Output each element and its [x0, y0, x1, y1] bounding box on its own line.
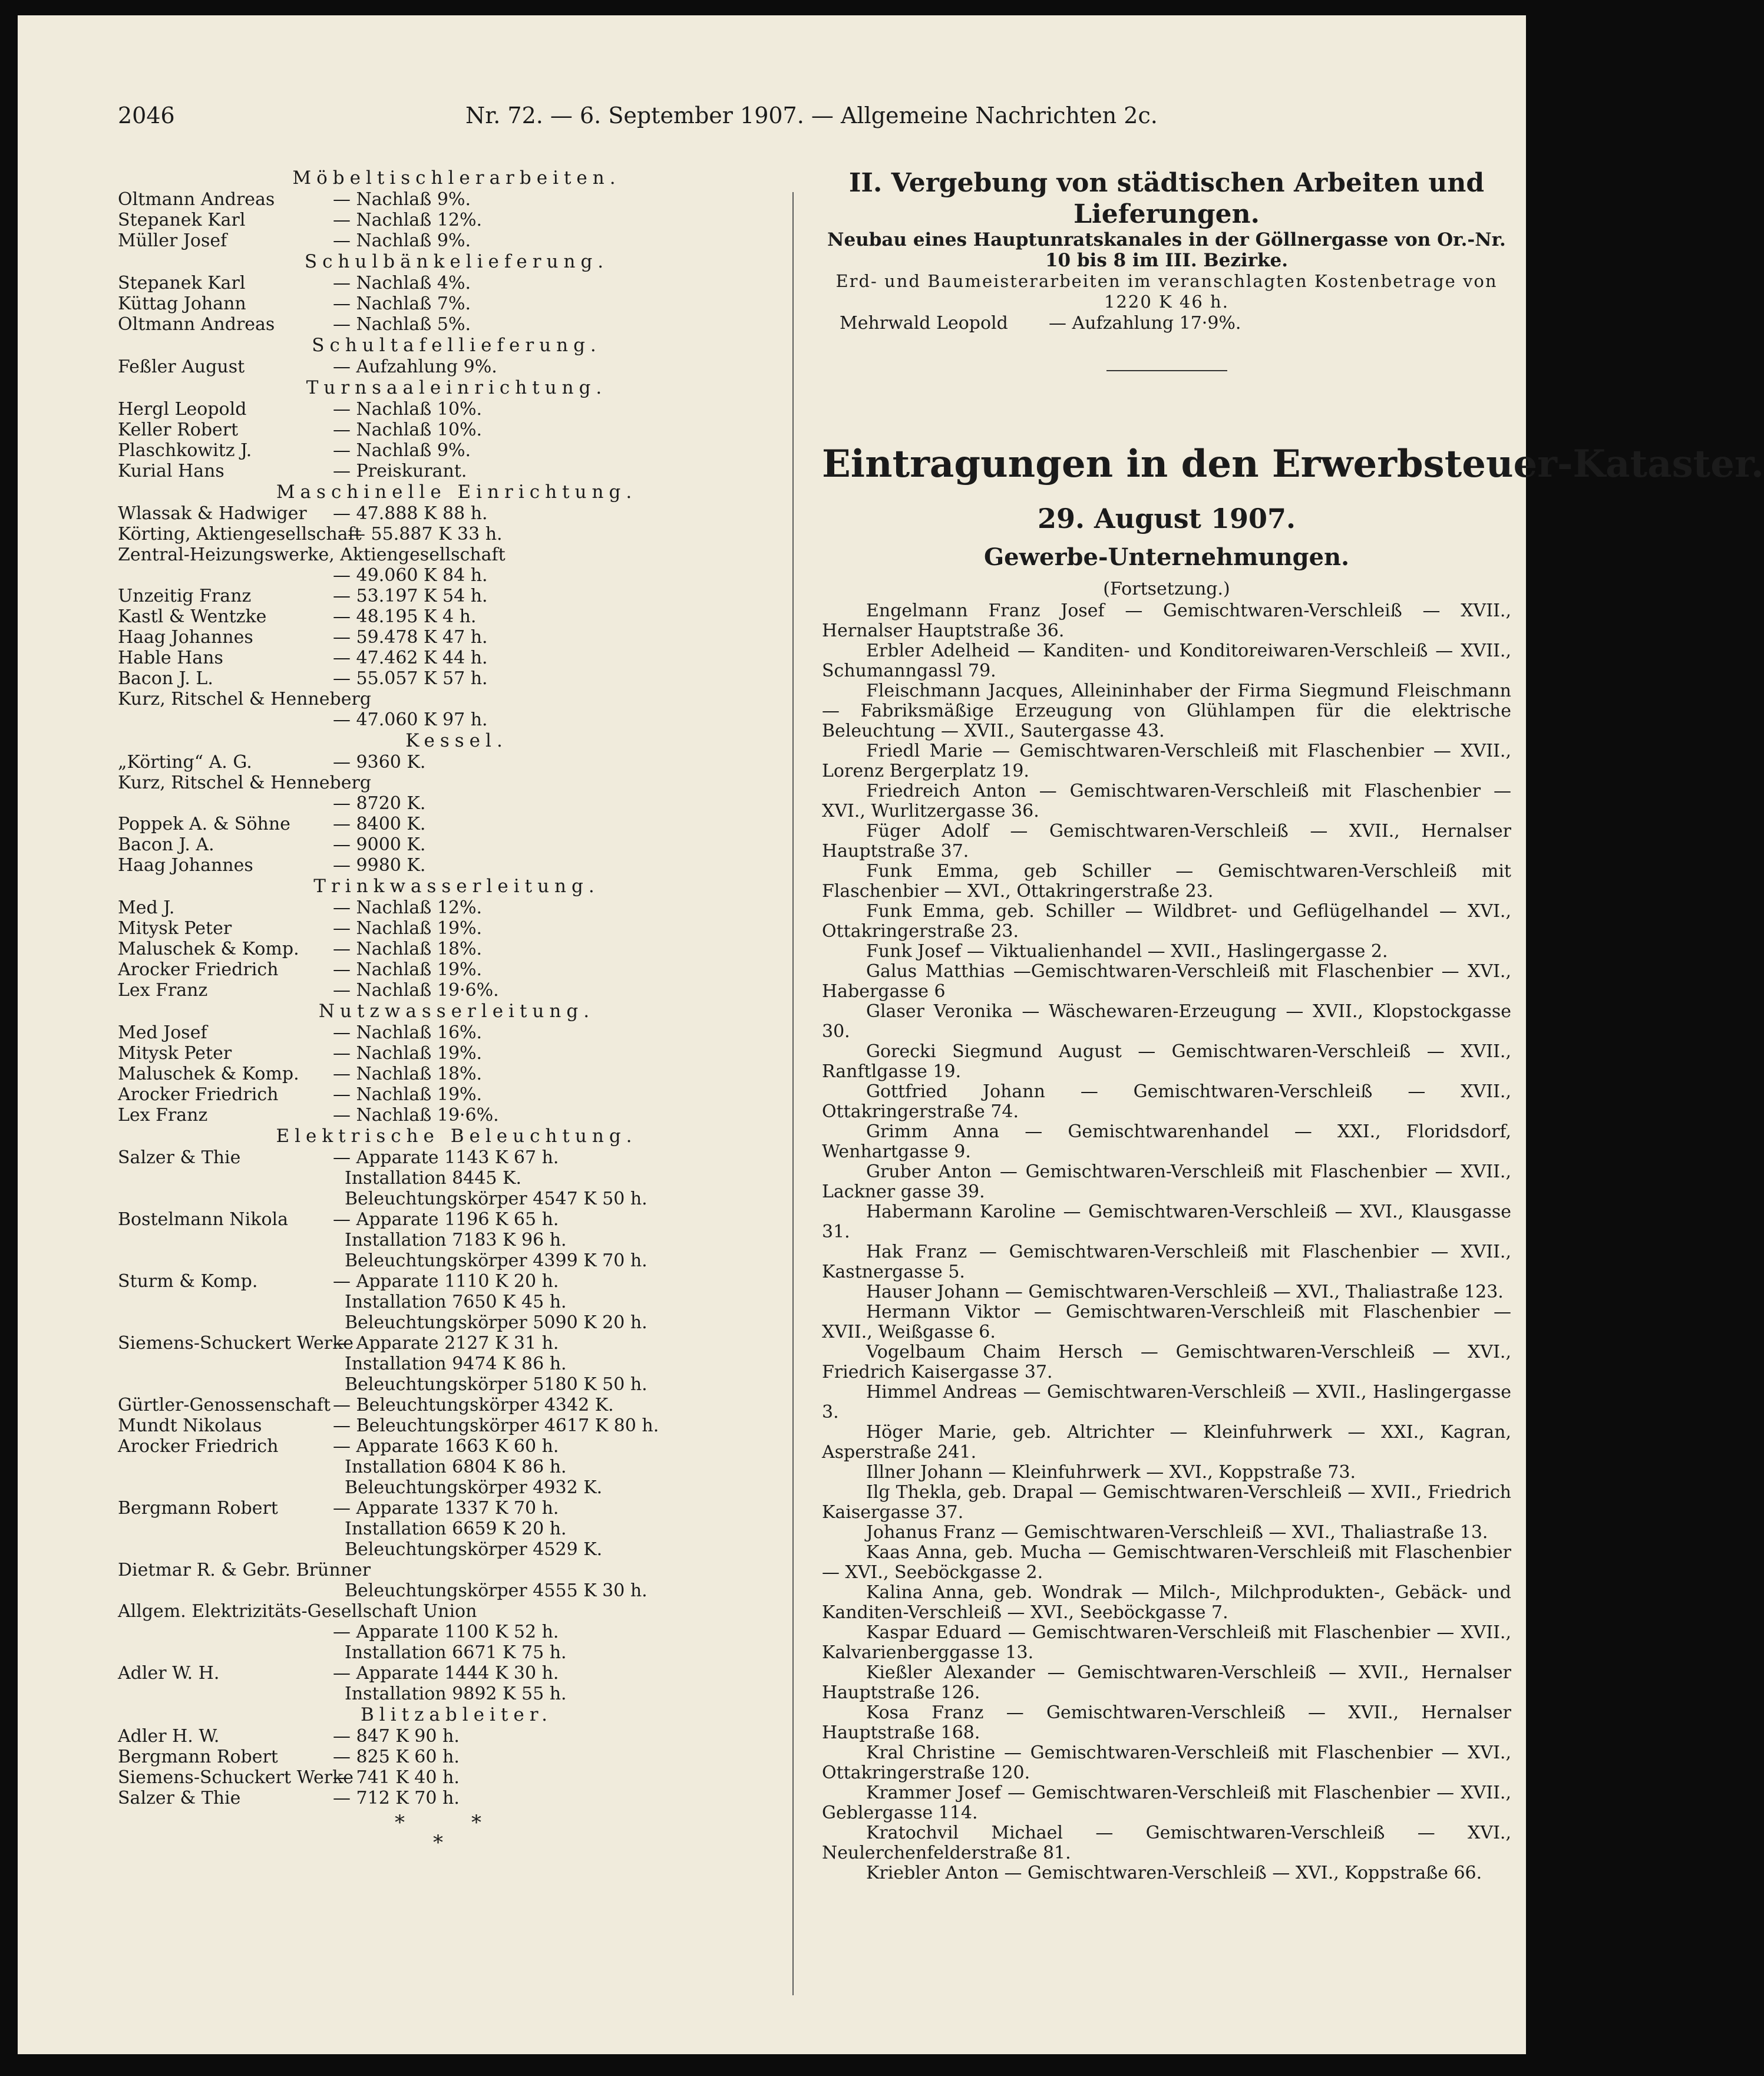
section-heading: Maschinelle Einrichtung.: [276, 481, 637, 503]
bid-value: — 9980 K.: [333, 855, 426, 876]
bidder-name: Maluschek & Komp.: [118, 939, 299, 959]
bid-row-continuation: [118, 1189, 760, 1209]
bid-value: — 9360 K.: [333, 752, 426, 773]
bid-value: Installation 9892 K 55 h.: [345, 1684, 567, 1704]
entry-list: [822, 601, 1511, 1883]
bidder-name: Med J.: [118, 897, 175, 918]
bid-row: [118, 773, 760, 793]
register-entry: Funk Josef — Viktualienhandel — XVII., Haslingergasse 2.: [866, 941, 1388, 962]
bid-row-continuation: [118, 1519, 760, 1539]
bidder-name: Haag Johannes: [118, 627, 253, 648]
bid-value: — Apparate 1110 K 20 h.: [333, 1271, 559, 1292]
register-entry: Ilg Thekla, geb. Drapal — Gemischtwaren-Verschleiß — XVII., Friedrich Kaisergasse 37.: [822, 1482, 1511, 1523]
bidder-name: Bacon J. A.: [118, 834, 214, 855]
bidder-name: Med Josef: [118, 1022, 207, 1043]
bidder-name: Mitysk Peter: [118, 1043, 232, 1064]
bid-row: [118, 855, 760, 876]
bid-value: Beleuchtungskörper 5180 K 50 h.: [345, 1374, 648, 1395]
bid-row: [118, 1560, 760, 1580]
bid-value: — 53.197 K 54 h.: [333, 586, 488, 606]
register-entry: Kriebler Anton — Gemischtwaren-Verschleiß — XVI., Koppstraße 66.: [866, 1863, 1482, 1883]
register-entry: Krammer Josef — Gemischtwaren-Verschleiß mit Flaschenbier — XVII., Geblergasse 114.: [822, 1783, 1511, 1823]
kataster-section: Gewerbe-Unternehmungen.: [983, 543, 1350, 571]
register-entry: Galus Matthias —Gemischtwaren-Verschleiß mit Flaschenbier — XVI., Habergasse 6: [822, 961, 1511, 1002]
bid-row: [118, 1436, 760, 1457]
bid-row: [118, 1498, 760, 1519]
bidder-name: Arocker Friedrich: [118, 1084, 279, 1105]
bid-value: — 8400 K.: [333, 814, 426, 834]
bid-value: — 55.057 K 57 h.: [333, 668, 488, 689]
bidder-name: Siemens-Schuckert Werke: [118, 1767, 354, 1788]
bid-value: Installation 8445 K.: [345, 1168, 521, 1189]
bidder-name: Körting, Aktiengesellschaft: [118, 524, 362, 544]
register-entry: Himmel Andreas — Gemischtwaren-Verschleiß — XVII., Haslingergasse 3.: [822, 1382, 1511, 1422]
bidder-name: Hergl Leopold: [118, 399, 247, 420]
continued-label: (Fortsetzung.): [1103, 579, 1230, 599]
bid-value: — 48.195 K 4 h.: [333, 606, 477, 627]
bid-value: — 712 K 70 h.: [333, 1788, 460, 1808]
bid-row: [118, 606, 760, 627]
bid-value: — Apparate 2127 K 31 h.: [333, 1333, 559, 1354]
bid-row-continuation: [118, 1642, 760, 1663]
section-heading: Trinkwasserleitung.: [313, 876, 600, 897]
bid-value: — Nachlaß 9%.: [333, 230, 471, 251]
register-entry: Friedreich Anton — Gemischtwaren-Verschleiß mit Flaschenbier — XVI., Wurlitzergasse 36.: [822, 781, 1511, 821]
bid-value: Beleuchtungskörper 4547 K 50 h.: [345, 1189, 648, 1209]
bid-value: — Apparate 1663 K 60 h.: [333, 1436, 559, 1457]
asterism-top: *: [395, 1811, 405, 1834]
section-heading: Turnsaaleinrichtung.: [306, 377, 607, 398]
page-number: 2046: [118, 103, 175, 128]
bidder-name: Stepanek Karl: [118, 273, 246, 293]
asterism-top-right: *: [471, 1811, 481, 1834]
bid-value: Installation 6671 K 75 h.: [345, 1642, 567, 1663]
bid-value: — 741 K 40 h.: [333, 1767, 460, 1788]
bid-value: — Nachlaß 19%.: [333, 1043, 483, 1064]
register-entry: Kalina Anna, geb. Wondrak — Milch-, Milchprodukten-, Gebäck- und Kanditen-Verschleiß — XVI., Seeböckgasse 7.: [822, 1582, 1511, 1623]
section-heading: Elektrische Beleuchtung.: [276, 1126, 637, 1147]
register-entry: Gottfried Johann — Gemischtwaren-Verschleiß — XVII., Ottakringerstraße 74.: [822, 1081, 1511, 1122]
bid-value: — Nachlaß 19%.: [333, 959, 483, 980]
bid-row: [118, 524, 760, 544]
bid-row: [118, 1601, 760, 1622]
register-entry: Kosa Franz — Gemischtwaren-Verschleiß — XVII., Hernalser Hauptstraße 168.: [822, 1702, 1511, 1743]
bid-value: — 47.462 K 44 h.: [333, 648, 488, 668]
bid-value: Installation 6659 K 20 h.: [345, 1519, 567, 1539]
bid-value: — Nachlaß 7%.: [333, 293, 471, 314]
bid-row: [118, 980, 760, 1001]
register-entry: Füger Adolf — Gemischtwaren-Verschleiß — XVII., Hernalser Hauptstraße 37.: [822, 821, 1511, 862]
register-entry: Hermann Viktor — Gemischtwaren-Verschleiß mit Flaschenbier — XVII., Weißgasse 6.: [822, 1302, 1511, 1342]
procurement-note: Erd- und Baumeisterarbeiten im veranschlagten Kostenbetrage von 1220 K 46 h.: [835, 271, 1498, 312]
procurement-heading: II. Vergebung von städtischen Arbeiten und Lieferungen.: [848, 168, 1485, 229]
bid-row: [118, 293, 760, 314]
bid-row: [118, 1333, 760, 1354]
bid-row: [118, 834, 760, 855]
bidder-name: Stepanek Karl: [118, 210, 246, 230]
bid-row: [118, 668, 760, 689]
bidder-name: Keller Robert: [118, 420, 239, 440]
bid-row: [118, 918, 760, 939]
bid-row-continuation: [118, 1539, 760, 1560]
register-entry: Grimm Anna — Gemischtwarenhandel — XXI., Floridsdorf, Wenhartgasse 9.: [822, 1121, 1511, 1162]
register-entry: Höger Marie, geb. Altrichter — Kleinfuhrwerk — XXI., Kagran, Asperstraße 241.: [822, 1422, 1511, 1463]
bidder-name: Müller Josef: [118, 230, 227, 251]
register-entry: Kratochvil Michael — Gemischtwaren-Verschleiß — XVI., Neulerchenfelderstraße 81.: [822, 1823, 1511, 1863]
bid-value: — Apparate 1100 K 52 h.: [333, 1622, 559, 1642]
bid-row: [118, 210, 760, 230]
register-entry: Vogelbaum Chaim Hersch — Gemischtwaren-Verschleiß — XVI., Friedrich Kaisergasse 37.: [822, 1342, 1511, 1382]
bid-row-continuation: [118, 565, 760, 586]
procurement-subheading: Neubau eines Hauptunratskanales in der Göllnergasse von Or.-Nr. 10 bis 8 im III. Bezirke.: [827, 229, 1506, 271]
bid-row: [118, 189, 760, 210]
register-entry: Kießler Alexander — Gemischtwaren-Verschleiß — XVII., Hernalser Hauptstraße 126.: [822, 1662, 1511, 1703]
bid-row-continuation: [118, 709, 760, 730]
bid-value: — Nachlaß 5%.: [333, 314, 471, 335]
bid-row: [118, 357, 760, 377]
bid-row: [118, 627, 760, 648]
asterism: [118, 1808, 760, 1856]
bid-row: [118, 1663, 760, 1684]
bid-value: — 47.060 K 97 h.: [333, 709, 488, 730]
bid-row: [118, 1147, 760, 1168]
register-entry: Gruber Anton — Gemischtwaren-Verschleiß mit Flaschenbier — XVII., Lackner gasse 39.: [822, 1161, 1511, 1202]
bid-row-continuation: [118, 1168, 760, 1189]
bid-row: [118, 273, 760, 293]
bid-row-continuation: [118, 1457, 760, 1477]
register-entry: Funk Emma, geb. Schiller — Wildbret- und Geflügelhandel — XVI., Ottakringerstraße 23.: [822, 901, 1511, 942]
section-heading: Schultafellieferung.: [312, 335, 602, 356]
bid-value: — Nachlaß 10%.: [333, 420, 483, 440]
bid-value: Beleuchtungskörper 4399 K 70 h.: [345, 1250, 648, 1271]
section-heading: Nutzwasserleitung.: [318, 1001, 595, 1022]
bid-value: — Nachlaß 12%.: [333, 210, 483, 230]
bidder-name: Oltmann Andreas: [118, 314, 275, 335]
bid-value: — Nachlaß 18%.: [333, 939, 483, 959]
bidder-name: Salzer & Thie: [118, 1788, 241, 1808]
register-entry: Engelmann Franz Josef — Gemischtwaren-Verschleiß — XVII., Hernalser Hauptstraße 36.: [822, 600, 1511, 641]
bidder-name: Oltmann Andreas: [118, 189, 275, 210]
bid-value: — 55.887 K 33 h.: [348, 524, 503, 544]
bid-row: [118, 1043, 760, 1064]
section-heading: Blitzableiter.: [361, 1704, 553, 1725]
section-heading: Kessel.: [405, 730, 508, 751]
bidder-name: Arocker Friedrich: [118, 959, 279, 980]
bidder-name: Haag Johannes: [118, 855, 253, 876]
bid-row: [118, 814, 760, 834]
bidder-name: Mundt Nikolaus: [118, 1415, 262, 1436]
bid-value: Beleuchtungskörper 5090 K 20 h.: [345, 1312, 648, 1333]
bid-row: [118, 1415, 760, 1436]
column-divider: [792, 192, 794, 1995]
newspaper-page: [18, 15, 1764, 2054]
bidder-name: Sturm & Komp.: [118, 1271, 258, 1292]
bid-value: — Nachlaß 19·6%.: [333, 980, 499, 1001]
bid-row: [118, 230, 760, 251]
bid-row-continuation: [118, 1477, 760, 1498]
bidder-name: Adler H. W.: [118, 1726, 220, 1747]
bidder-name: „Körting“ A. G.: [118, 752, 252, 773]
kataster-title: Eintragungen in den Erwerbsteuer-Kataster.: [822, 442, 1764, 486]
bid-value: — Aufzahlung 9%.: [333, 357, 497, 377]
bid-value: — Apparate 1143 K 67 h.: [333, 1147, 559, 1168]
register-entry: Habermann Karoline — Gemischtwaren-Verschleiß — XVI., Klausgasse 31.: [822, 1202, 1511, 1242]
bid-row-continuation: [118, 1622, 760, 1642]
bid-row: [118, 586, 760, 606]
bid-value: — 9000 K.: [333, 834, 426, 855]
bidder-name: Maluschek & Komp.: [118, 1064, 299, 1084]
bid-row-continuation: [118, 1684, 760, 1704]
bidder-name: Unzeitig Franz: [118, 586, 252, 606]
bidder-name: Adler W. H.: [118, 1663, 220, 1684]
bid-row: [118, 1084, 760, 1105]
bid-value: — 8720 K.: [333, 793, 426, 814]
bid-row: [118, 689, 760, 709]
bid-value: — 825 K 60 h.: [333, 1747, 460, 1767]
register-entry: Glaser Veronika — Wäschewaren-Erzeugung — XVII., Klopstockgasse 30.: [822, 1001, 1511, 1042]
kataster-date: 29. August 1907.: [1038, 503, 1296, 534]
bid-value: — 49.060 K 84 h.: [333, 565, 488, 586]
bid-value: — Beleuchtungskörper 4342 K.: [333, 1395, 614, 1415]
bid-row: [118, 897, 760, 918]
asterism-bottom: *: [433, 1831, 443, 1854]
bid-row: [118, 503, 760, 524]
bidder-name: Küttag Johann: [118, 293, 246, 314]
bid-value: — Preiskurant.: [333, 461, 467, 481]
right-column: [822, 167, 1764, 1883]
separator-rule: [1106, 370, 1227, 371]
register-entry: Illner Johann — Kleinfuhrwerk — XVI., Koppstraße 73.: [866, 1462, 1356, 1483]
bid-value: — Nachlaß 9%.: [333, 440, 471, 461]
register-entry: Hak Franz — Gemischtwaren-Verschleiß mit Flaschenbier — XVII., Kastnergasse 5.: [822, 1242, 1511, 1282]
bid-value: Installation 7650 K 45 h.: [345, 1292, 567, 1312]
bidder-name: Zentral-Heizungswerke, Aktiengesellschaft: [118, 544, 506, 565]
bidder-name: Feßler August: [118, 357, 245, 377]
award-name: Mehrwald Leopold: [840, 313, 1008, 334]
register-entry: Erbler Adelheid — Kanditen- und Konditoreiwaren-Verschleiß — XVII., Schumanngassl 79.: [822, 641, 1511, 681]
bid-value: Beleuchtungskörper 4932 K.: [345, 1477, 603, 1498]
bid-value: — Nachlaß 10%.: [333, 399, 483, 420]
bid-row: [118, 1726, 760, 1747]
bid-row-continuation: [118, 793, 760, 814]
bidder-name: Kurz, Ritschel & Henneberg: [118, 773, 371, 793]
register-entry: Hauser Johann — Gemischtwaren-Verschleiß — XVI., Thaliastraße 123.: [866, 1282, 1504, 1302]
bid-row: [118, 1209, 760, 1230]
page-header: [118, 103, 1523, 138]
award-row: [822, 312, 1511, 335]
register-entry: Funk Emma, geb Schiller — Gemischtwaren-Verschleiß mit Flaschenbier — XVI., Ottakringerstraße 23.: [822, 861, 1511, 902]
award-value: — Aufzahlung 17·9%.: [1049, 313, 1241, 334]
register-entry: Friedl Marie — Gemischtwaren-Verschleiß mit Flaschenbier — XVII., Lorenz Bergerplatz 19.: [822, 741, 1511, 781]
bidder-name: Plaschkowitz J.: [118, 440, 252, 461]
bid-value: — Nachlaß 4%.: [333, 273, 471, 293]
bid-value: — Apparate 1337 K 70 h.: [333, 1498, 559, 1519]
bid-row: [118, 314, 760, 335]
section-heading: Schulbänkelieferung.: [304, 251, 609, 272]
bid-row: [118, 1022, 760, 1043]
bid-row-continuation: [118, 1230, 760, 1250]
bid-row: [118, 1271, 760, 1292]
bid-value: — 47.888 K 88 h.: [333, 503, 488, 524]
bidder-name: Bacon J. L.: [118, 668, 213, 689]
bid-row-continuation: [118, 1292, 760, 1312]
bid-row-continuation: [118, 1374, 760, 1395]
bid-row: [118, 1767, 760, 1788]
bidder-name: Wlassak & Hadwiger: [118, 503, 307, 524]
bidder-name: Kastl & Wentzke: [118, 606, 267, 627]
bid-row-continuation: [118, 1580, 760, 1601]
bidder-name: Arocker Friedrich: [118, 1436, 279, 1457]
bid-row: [118, 1105, 760, 1126]
bid-value: — Nachlaß 19%.: [333, 1084, 483, 1105]
register-entry: Johanus Franz — Gemischtwaren-Verschleiß — XVI., Thaliastraße 13.: [866, 1522, 1488, 1543]
bid-row: [118, 399, 760, 420]
bid-row-continuation: [118, 1354, 760, 1374]
bidder-name: Lex Franz: [118, 980, 208, 1001]
bid-value: Installation 7183 K 96 h.: [345, 1230, 567, 1250]
register-entry: Kaspar Eduard — Gemischtwaren-Verschleiß mit Flaschenbier — XVII., Kalvarienberggasse 13.: [822, 1622, 1511, 1663]
register-entry: Fleischmann Jacques, Alleininhaber der Firma Siegmund Fleischmann — Fabriksmäßige Erzeugung von Glühlampen für die elektrische Beleuchtung — XVII., Sautergasse 43.: [822, 681, 1511, 741]
bid-value: — Nachlaß 9%.: [333, 189, 471, 210]
running-title: Nr. 72. — 6. September 1907. — Allgemeine Nachrichten 2c.: [465, 103, 1158, 128]
bidder-name: Kurz, Ritschel & Henneberg: [118, 689, 371, 709]
bidder-name: Bergmann Robert: [118, 1498, 278, 1519]
bidder-name: Lex Franz: [118, 1105, 208, 1126]
bid-value: Beleuchtungskörper 4529 K.: [345, 1539, 603, 1560]
bid-value: — Nachlaß 18%.: [333, 1064, 483, 1084]
register-entry: Kaas Anna, geb. Mucha — Gemischtwaren-Verschleiß mit Flaschenbier — XVI., Seeböckgasse 2.: [822, 1542, 1511, 1583]
bid-value: — 59.478 K 47 h.: [333, 627, 488, 648]
bid-value: — Nachlaß 16%.: [333, 1022, 483, 1043]
bid-value: Installation 9474 K 86 h.: [345, 1354, 567, 1374]
bid-value: Installation 6804 K 86 h.: [345, 1457, 567, 1477]
bid-row: [118, 440, 760, 461]
bid-row: [118, 648, 760, 668]
bidder-name: Bostelmann Nikola: [118, 1209, 288, 1230]
bid-value: — 847 K 90 h.: [333, 1726, 460, 1747]
bid-value: — Beleuchtungskörper 4617 K 80 h.: [333, 1415, 659, 1436]
register-entry: Gorecki Siegmund August — Gemischtwaren-Verschleiß — XVII., Ranftlgasse 19.: [822, 1041, 1511, 1082]
bid-row: [118, 959, 760, 980]
bid-row: [118, 752, 760, 773]
bid-value: — Nachlaß 12%.: [333, 897, 483, 918]
bid-value: — Nachlaß 19·6%.: [333, 1105, 499, 1126]
bidder-name: Salzer & Thie: [118, 1147, 241, 1168]
bid-row: [118, 939, 760, 959]
bid-row-continuation: [118, 1312, 760, 1333]
bid-row: [118, 544, 760, 565]
bidder-name: Siemens-Schuckert Werke: [118, 1333, 354, 1354]
bidder-name: Hable Hans: [118, 648, 223, 668]
bid-row: [118, 1788, 760, 1808]
bid-row: [118, 1747, 760, 1767]
register-entry: Kral Christine — Gemischtwaren-Verschleiß mit Flaschenbier — XVI., Ottakringerstraße 120.: [822, 1742, 1511, 1783]
bid-row: [118, 1395, 760, 1415]
bid-row-continuation: [118, 1250, 760, 1271]
bid-value: — Apparate 1444 K 30 h.: [333, 1663, 559, 1684]
bid-value: — Nachlaß 19%.: [333, 918, 483, 939]
bid-value: Beleuchtungskörper 4555 K 30 h.: [345, 1580, 648, 1601]
bid-row: [118, 461, 760, 481]
bidder-name: Mitysk Peter: [118, 918, 232, 939]
bidder-name: Gürtler-Genossenschaft: [118, 1395, 331, 1415]
bidder-name: Poppek A. & Söhne: [118, 814, 290, 834]
bid-value: — Apparate 1196 K 65 h.: [333, 1209, 559, 1230]
bidder-name: Kurial Hans: [118, 461, 224, 481]
section-heading: Möbeltischlerarbeiten.: [292, 167, 621, 189]
bid-row: [118, 420, 760, 440]
bidder-name: Dietmar R. & Gebr. Brünner: [118, 1560, 371, 1580]
bid-row: [118, 1064, 760, 1084]
bidder-name: Allgem. Elektrizitäts-Gesellschaft Union: [118, 1601, 477, 1622]
bidder-name: Bergmann Robert: [118, 1747, 278, 1767]
left-column: [118, 167, 760, 1856]
